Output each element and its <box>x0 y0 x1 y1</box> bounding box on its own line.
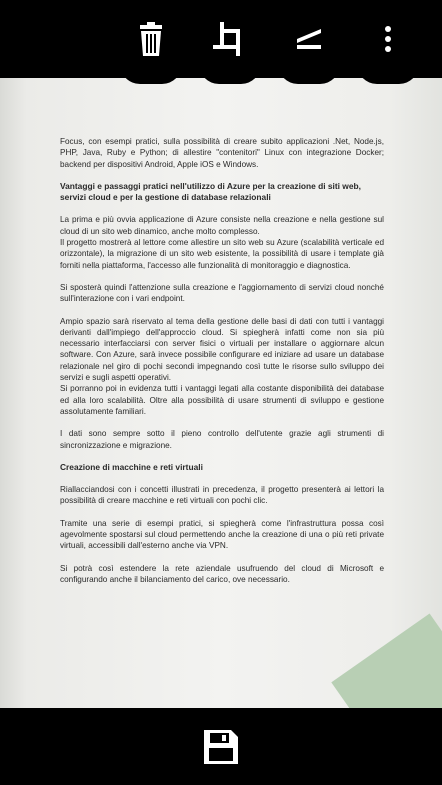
paragraph: Si potrà così estendere la rete aziendale usufruendo del cloud di Microsoft e configurando anche il bilanciamento del carico, ove necessario. <box>60 563 384 584</box>
crop-button[interactable] <box>193 0 267 78</box>
scanned-page-preview <box>0 78 442 708</box>
more-vert-icon <box>384 26 392 52</box>
delete-icon <box>138 22 164 56</box>
delete-button[interactable] <box>114 0 188 78</box>
more-options-button[interactable] <box>351 0 425 78</box>
top-toolbar <box>0 0 442 78</box>
section-heading: Vantaggi e passaggi pratici nell'utilizzo di Azure per la creazione di siti web, servizi cloud e per la gestione di database relazionali <box>60 180 361 203</box>
bottom-bar <box>0 708 442 785</box>
paragraph: Focus, con esempi pratici, sulla possibilità di creare subito applicazioni .Net, Node.js, PHP, Java, Ruby e Python; di allestire "contenitori" Linux con integrazione Docker; backend per dispositivi Android, Apple iOS e Windows. <box>60 137 384 169</box>
save-button[interactable] <box>201 727 241 767</box>
paragraph: Ampio spazio sarà riservato al tema della gestione delle basi di dati con tutti i vantaggi derivanti dall'impiego dell'approccio cloud. Si spiegherà infatti come non sia più necessario interfacciarsi con server fisici o virtuali per installare o aggiornare alcun software. Con Azure, sarà invece possibile configurare ed iniziare ad usare un database relazionale nel giro di pochi secondi impegnando così tutte le risorse sullo sviluppo dei servizi e sugli aspetti operativi. Si porranno poi in evidenza tutti i vantaggi legati alla costante disponibilità dei database ed alla loro scalabilità. Oltre alla possibilità di usare strumenti di sviluppo e gestione assolutamente familiari. <box>60 316 384 416</box>
section-heading: Creazione di macchine e reti virtuali <box>60 461 203 472</box>
enhance-button[interactable] <box>272 0 346 78</box>
paragraph: Tramite una serie di esempi pratici, si spiegherà come l'infrastruttura possa così agevolmente spostarsi sul cloud permettendo anche la creazione di una o più reti private virtuali, accessibili dall'esterno anche via VPN. <box>60 518 384 551</box>
paragraph: Si sposterà quindi l'attenzione sulla creazione e l'aggiornamento di servizi cloud nonché sull'interazione con i vari endpoint. <box>60 282 384 304</box>
crop-icon <box>213 22 247 56</box>
paragraph: Riallacciandosi con i concetti illustrati in precedenza, il progetto presenterà ai lettori la possibilità di creare macchine e reti virtuali con pochi clic. <box>60 485 384 506</box>
document-text <box>60 136 384 596</box>
save-icon <box>204 730 238 764</box>
background-surface <box>331 614 442 708</box>
paragraph: I dati sono sempre sotto il pieno controllo dell'utente grazie agli strumenti di sincronizzazione e migrazione. <box>60 429 384 450</box>
enhance-icon <box>294 29 324 49</box>
paragraph: La prima e più ovvia applicazione di Azure consiste nella creazione e nella gestione sul cloud di un sito web dinamico, anche molto complesso. Il progetto mostrerà al lettore come allestire un sito web su Azure (scalabilità verticale ed orizzontale), la migrazione di un sito web esistente, la possibilità di usare i template già forniti nella piattaforma, l'accesso alle funzionalità di monitoraggio e diagnostica. <box>60 215 384 270</box>
